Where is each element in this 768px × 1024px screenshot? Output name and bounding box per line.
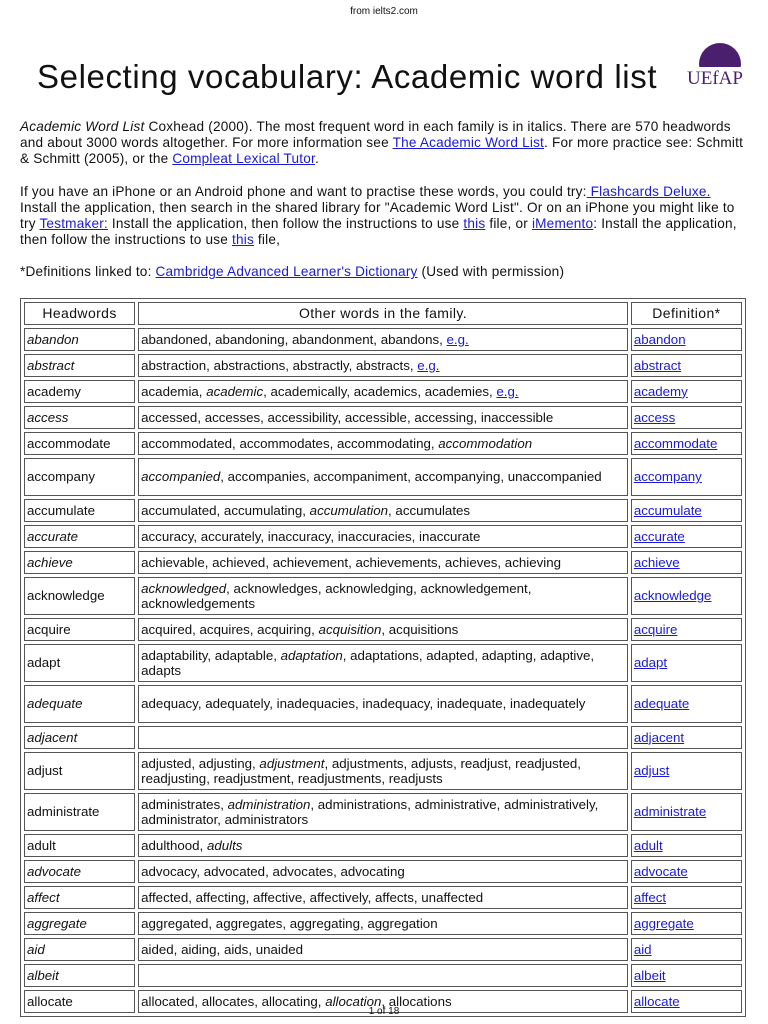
family-word-text: acknowledged: [141, 580, 227, 596]
family-word-text: accommodated, accommodates, accommodating,: [141, 435, 439, 451]
family-words-cell: [138, 860, 628, 883]
family-word-text: allocation: [325, 993, 382, 1009]
example-link[interactable]: e.g.: [417, 357, 440, 373]
family-words-cell: [138, 525, 628, 548]
intro-paragraph-3: [20, 264, 750, 280]
intro-text: Install the application, then search in the shared library for "Academic Word List". Or on an iPhone you might like to try: [20, 199, 735, 232]
headword-cell: adequate: [24, 685, 135, 723]
definition-cell: [631, 726, 742, 749]
family-word-text: accompanied: [141, 469, 221, 485]
headword-cell: acknowledge: [24, 577, 135, 615]
header-definition: Definition*: [631, 302, 742, 325]
family-word-text: , acknowledges, acknowledging, acknowledgement, acknowledgements: [141, 580, 532, 611]
word-list-table: [20, 298, 746, 1017]
table-row: [24, 964, 742, 987]
table-row: [24, 834, 742, 857]
headword-cell: adult: [24, 834, 135, 857]
definition-cell: [631, 458, 742, 496]
family-words-cell: [138, 328, 628, 351]
family-word-text: acquired, acquires, acquiring,: [141, 621, 319, 637]
headword-cell: access: [24, 406, 135, 429]
family-word-text: administration: [227, 796, 311, 812]
definition-link[interactable]: achieve: [633, 554, 680, 570]
table-row: [24, 938, 742, 961]
definition-cell: [631, 618, 742, 641]
definition-link[interactable]: abstract: [633, 357, 682, 373]
source-header: from ielts2.com: [350, 6, 418, 17]
family-word-text: accessed, accesses, accessibility, accessible, accessing, inaccessible: [141, 409, 554, 425]
intro: [20, 119, 750, 297]
headword-cell: accurate: [24, 525, 135, 548]
table-row: [24, 354, 742, 377]
cambridge-dictionary-link[interactable]: Cambridge Advanced Learner's Dictionary: [155, 264, 418, 280]
family-word-text: adjustment: [259, 755, 325, 771]
family-words-cell: [138, 912, 628, 935]
family-words-cell: [138, 938, 628, 961]
headword-cell: advocate: [24, 860, 135, 883]
definition-link[interactable]: advocate: [633, 863, 688, 879]
definition-link[interactable]: adult: [633, 837, 663, 853]
table-row: [24, 793, 742, 831]
definition-link[interactable]: albeit: [633, 967, 666, 983]
intro-text: . For more practice see: Schmitt & Schmitt (2005), or the: [20, 135, 744, 167]
headword-cell: achieve: [24, 551, 135, 574]
family-word-text: , administrations, administrative, administratively, administrator, administrators: [141, 796, 599, 827]
family-word-text: adults: [206, 837, 243, 853]
imemento-link[interactable]: iMemento: [531, 216, 594, 232]
intro-text: file, or: [485, 216, 532, 232]
family-word-text: acquisition: [318, 621, 382, 637]
headword-cell: adapt: [24, 644, 135, 682]
family-words-cell: [138, 458, 628, 496]
headword-cell: adjacent: [24, 726, 135, 749]
header-headwords: Headwords: [24, 302, 135, 325]
headword-cell: academy: [24, 380, 135, 403]
definition-cell: [631, 938, 742, 961]
family-words-cell: [138, 726, 628, 749]
definition-link[interactable]: adapt: [633, 655, 668, 671]
definition-link[interactable]: affect: [633, 889, 667, 905]
definition-cell: [631, 577, 742, 615]
family-word-text: accuracy, accurately, inaccuracy, inaccuracies, inaccurate: [141, 528, 481, 544]
family-word-text: adulthood,: [141, 837, 207, 853]
family-word-text: adaptation: [280, 647, 343, 663]
headword-cell: affect: [24, 886, 135, 909]
family-words-cell: [138, 685, 628, 723]
headword-cell: aggregate: [24, 912, 135, 935]
family-words-cell: [138, 793, 628, 831]
definition-cell: [631, 886, 742, 909]
family-words-cell: [138, 499, 628, 522]
family-word-text: , acquisitions: [381, 621, 459, 637]
family-word-text: advocacy, advocated, advocates, advocating: [141, 863, 405, 879]
definition-link[interactable]: adjust: [633, 763, 670, 779]
table-row: [24, 726, 742, 749]
family-word-text: abandoned, abandoning, abandonment, abandons,: [141, 331, 447, 347]
definition-cell: [631, 328, 742, 351]
family-words-cell: [138, 406, 628, 429]
intro-paragraph-2: [20, 184, 750, 249]
intro-text: If you have an iPhone or an Android phone and want to practise these words, you could try:: [20, 183, 587, 199]
family-word-text: affected, affecting, affective, affectively, affects, unaffected: [141, 889, 484, 905]
table-row: [24, 886, 742, 909]
definition-link[interactable]: aggregate: [633, 915, 694, 931]
family-words-cell: [138, 886, 628, 909]
family-word-text: academic: [206, 383, 264, 399]
this-file-link-2[interactable]: this: [231, 232, 254, 248]
intro-awl-italic: Academic Word List: [20, 119, 145, 134]
headword-cell: administrate: [24, 793, 135, 831]
intro-text: file,: [253, 232, 281, 248]
family-word-text: accommodation: [438, 435, 533, 451]
family-words-cell: [138, 752, 628, 790]
family-word-text: , allocations: [381, 993, 452, 1009]
definition-cell: [631, 551, 742, 574]
page-title: Selecting vocabulary: Academic word list: [37, 58, 658, 95]
definition-link[interactable]: administrate: [633, 804, 707, 820]
header-other-words: Other words in the family.: [138, 302, 628, 325]
family-words-cell: [138, 618, 628, 641]
table-row: [24, 618, 742, 641]
definition-link[interactable]: academy: [633, 383, 688, 399]
example-link[interactable]: e.g.: [446, 331, 469, 347]
headword-cell: abandon: [24, 328, 135, 351]
definition-cell: [631, 525, 742, 548]
intro-text: : Install the application, then follow the instructions to use: [20, 216, 737, 248]
headword-cell: accommodate: [24, 432, 135, 455]
family-words-cell: [138, 432, 628, 455]
table-header-row: [24, 302, 742, 325]
intro-text: *Definitions linked to:: [20, 264, 156, 280]
definition-link[interactable]: aid: [633, 941, 652, 957]
table-row: [24, 644, 742, 682]
definition-cell: [631, 499, 742, 522]
flashcards-deluxe-link[interactable]: Flashcards Deluxe.: [586, 183, 711, 199]
headword-cell: adjust: [24, 752, 135, 790]
logo-text: UEfAP: [687, 68, 743, 89]
definition-cell: [631, 354, 742, 377]
intro-paragraph-1: [20, 119, 750, 168]
definition-link[interactable]: accompany: [633, 469, 702, 485]
table-row: [24, 380, 742, 403]
headword-cell: abstract: [24, 354, 135, 377]
page-number: 1 of 18: [368, 1006, 400, 1017]
definition-link[interactable]: allocate: [633, 993, 680, 1009]
definition-link[interactable]: adjacent: [633, 729, 685, 745]
definition-link[interactable]: accumulate: [633, 502, 702, 518]
family-word-text: aided, aiding, aids, unaided: [141, 941, 304, 957]
table-row: [24, 432, 742, 455]
definition-link[interactable]: access: [633, 409, 676, 425]
family-word-text: , academically, academics, academies,: [263, 383, 497, 399]
headword-cell: allocate: [24, 990, 135, 1013]
headword-cell: albeit: [24, 964, 135, 987]
table-row: [24, 406, 742, 429]
family-word-text: accumulation: [309, 502, 389, 518]
lexical-tutor-link[interactable]: Compleat Lexical Tutor: [172, 151, 316, 167]
family-word-text: academia,: [141, 383, 207, 399]
family-word-text: , adjustments, adjusts, readjust, readjusted, readjusting, readjustment, readjustments, readjusts: [141, 755, 581, 786]
family-word-text: adaptability, adaptable,: [141, 647, 281, 663]
definition-cell: [631, 860, 742, 883]
definition-link[interactable]: adequate: [633, 696, 690, 712]
definition-cell: [631, 793, 742, 831]
definition-cell: [631, 912, 742, 935]
family-word-text: aggregated, aggregates, aggregating, aggregation: [141, 915, 438, 931]
table-row: [24, 860, 742, 883]
family-word-text: , accompanies, accompaniment, accompanying, unaccompanied: [220, 469, 602, 485]
testmaker-link[interactable]: Testmaker:: [39, 216, 108, 232]
awl-link[interactable]: The Academic Word List: [392, 135, 545, 151]
definition-cell: [631, 432, 742, 455]
table-row: [24, 458, 742, 496]
family-word-text: abstraction, abstractions, abstractly, abstracts,: [141, 357, 418, 373]
family-words-cell: [138, 551, 628, 574]
family-word-text: administrates,: [141, 796, 228, 812]
family-word-text: adequacy, adequately, inadequacies, inadequacy, inadequate, inadequately: [141, 696, 586, 712]
definition-link[interactable]: accommodate: [633, 435, 718, 451]
family-word-text: allocated, allocates, allocating,: [141, 993, 326, 1009]
family-words-cell: [138, 644, 628, 682]
definition-cell: [631, 406, 742, 429]
definition-link[interactable]: abandon: [633, 331, 686, 347]
table-row: [24, 752, 742, 790]
table-row: [24, 912, 742, 935]
family-word-text: accumulated, accumulating,: [141, 502, 310, 518]
family-words-cell: [138, 964, 628, 987]
definition-link[interactable]: acquire: [633, 621, 678, 637]
intro-text: Coxhead (2000). The most frequent word in each family is in italics. There are 570 headwords and about 3000 words altogether. For more information see: [20, 119, 731, 151]
table-row: [24, 525, 742, 548]
table-row: [24, 685, 742, 723]
definition-link[interactable]: accurate: [633, 528, 685, 544]
headword-cell: aid: [24, 938, 135, 961]
headword-cell: acquire: [24, 618, 135, 641]
intro-text: .: [315, 151, 319, 167]
this-file-link-1[interactable]: this: [463, 216, 486, 232]
definition-cell: [631, 380, 742, 403]
headword-cell: accompany: [24, 458, 135, 496]
definition-cell: [631, 834, 742, 857]
definition-cell: [631, 685, 742, 723]
family-word-text: , adaptations, adapted, adapting, adaptive, adapts: [141, 647, 595, 678]
uefap-logo[interactable]: [682, 40, 748, 106]
example-link[interactable]: e.g.: [496, 383, 519, 399]
family-words-cell: [138, 577, 628, 615]
family-word-text: , accumulates: [388, 502, 471, 518]
table-row: [24, 551, 742, 574]
family-word-text: achievable, achieved, achievement, achievements, achieves, achieving: [141, 554, 561, 570]
intro-text: (Used with permission): [417, 264, 565, 280]
family-words-cell: [138, 380, 628, 403]
family-word-text: adjusted, adjusting,: [141, 755, 260, 771]
family-words-cell: [138, 354, 628, 377]
definition-cell: [631, 752, 742, 790]
headword-cell: accumulate: [24, 499, 135, 522]
table-row: [24, 328, 742, 351]
intro-text: Install the application, then follow the instructions to use: [107, 216, 464, 232]
family-words-cell: [138, 834, 628, 857]
definition-link[interactable]: acknowledge: [633, 588, 712, 604]
table-row: [24, 499, 742, 522]
table-row: [24, 577, 742, 615]
definition-cell: [631, 644, 742, 682]
definition-cell: [631, 964, 742, 987]
